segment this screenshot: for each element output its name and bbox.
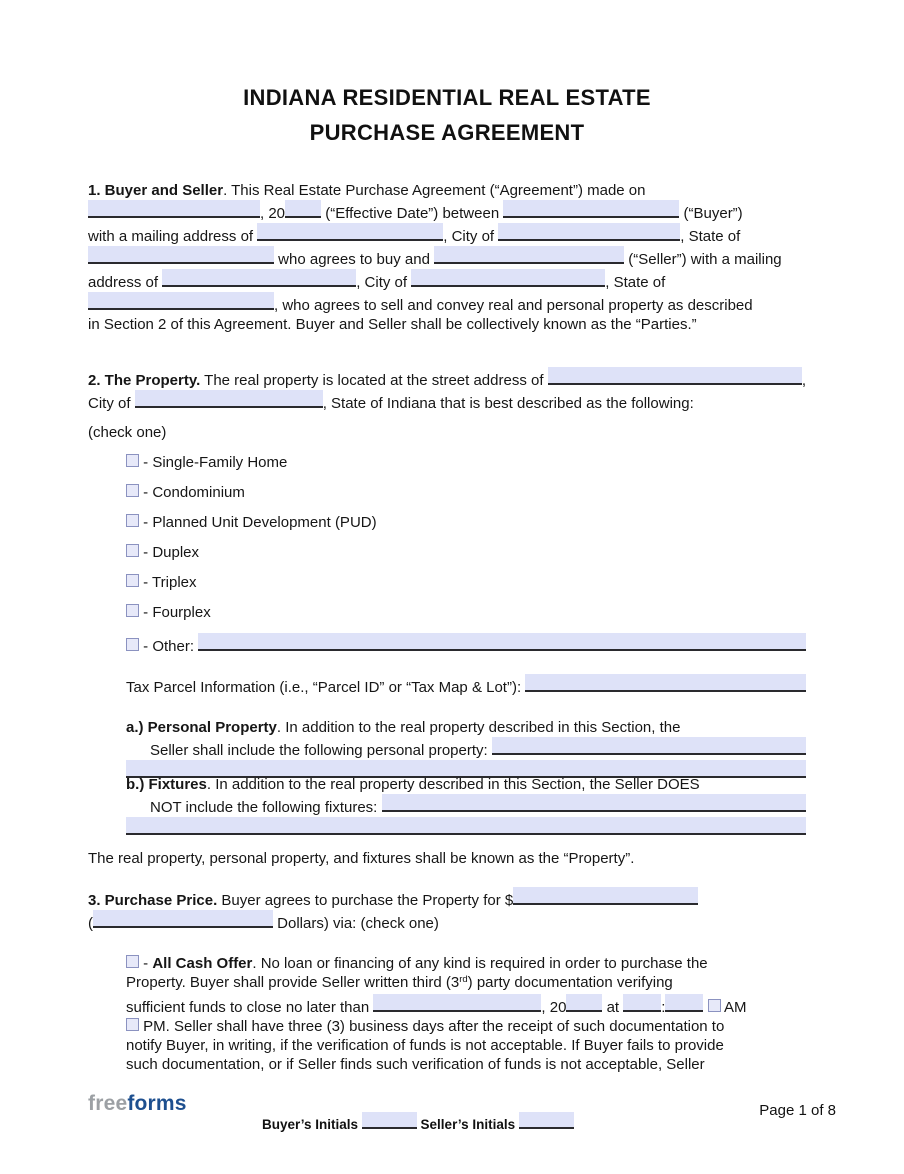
text-segment: notify Buyer, in writing, if the verification of funds is not acceptable. If Buyer fails to provide xyxy=(126,1037,724,1054)
text-segment: , who agrees to sell and convey real and personal property as described xyxy=(274,297,753,314)
text-segment: (“Seller”) with a mailing xyxy=(624,251,782,268)
superscript-text: rd xyxy=(459,974,468,985)
text-line xyxy=(88,269,806,292)
tax-parcel-field[interactable] xyxy=(525,674,806,692)
text-line xyxy=(88,817,806,831)
seller-city-field[interactable] xyxy=(411,269,605,287)
text-segment: Tax Parcel Information (i.e., “Parcel ID” or “Tax Map & Lot”): xyxy=(126,679,526,696)
text-segment: The real property is located at the street address of xyxy=(200,372,548,389)
text-segment: , State of Indiana that is best described as the following: xyxy=(322,395,694,412)
text-segment: - xyxy=(139,955,153,972)
all-cash-offer-checkbox[interactable] xyxy=(126,955,139,968)
text-line xyxy=(88,513,806,532)
text-line xyxy=(88,760,806,774)
text-segment: . This Real Estate Purchase Agreement (“Agreement”) made on xyxy=(223,182,646,199)
pm-checkbox[interactable] xyxy=(126,1018,139,1031)
bold-text-segment: b.) Fixtures xyxy=(126,776,207,793)
text-line xyxy=(88,794,806,817)
text-segment: - Planned Unit Development (PUD) xyxy=(139,514,377,531)
text-segment: AM xyxy=(720,999,747,1016)
document-content xyxy=(88,0,806,1074)
text-segment: who agrees to buy and xyxy=(274,251,435,268)
funds-deadline-minute-field[interactable] xyxy=(665,994,703,1012)
text-line xyxy=(88,367,806,390)
logo-word-free: free xyxy=(88,1092,128,1115)
text-segment: . In addition to the real property described in this Section, the Seller DOES xyxy=(206,776,700,793)
single-family-home-checkbox[interactable] xyxy=(126,454,139,467)
text-line xyxy=(88,181,806,200)
text-line xyxy=(88,775,806,794)
text-line xyxy=(88,674,806,697)
buyer-mailing-address-field[interactable] xyxy=(257,223,443,241)
subsection-a-personal-property xyxy=(88,718,806,774)
excluded-fixtures-field-line-2[interactable] xyxy=(126,817,806,835)
seller-name-field[interactable] xyxy=(434,246,624,264)
text-line xyxy=(88,994,806,1017)
text-segment: ) party documentation verifying xyxy=(467,974,673,991)
text-segment: (check one) xyxy=(88,424,167,441)
bold-text-segment: a.) Personal Property xyxy=(126,719,277,736)
text-line xyxy=(88,737,806,760)
text-line xyxy=(88,315,806,334)
text-segment: - Single-Family Home xyxy=(139,454,288,471)
text-segment: Dollars) via: (check one) xyxy=(273,915,439,932)
bold-text-segment: 2. The Property. xyxy=(88,372,201,389)
text-line xyxy=(88,603,806,622)
tax-parcel-information xyxy=(88,674,806,697)
sellers-initials-field[interactable] xyxy=(519,1112,574,1129)
text-line xyxy=(88,1017,806,1036)
am-checkbox[interactable] xyxy=(708,999,721,1012)
text-segment: (“Effective Date”) between xyxy=(321,205,504,222)
property-definition xyxy=(88,849,806,868)
effective-year-field[interactable] xyxy=(285,200,321,218)
buyer-name-field[interactable] xyxy=(503,200,679,218)
document-body xyxy=(88,181,806,1074)
text-segment: Property. Buyer shall provide Seller written third (3 xyxy=(126,974,460,991)
text-line xyxy=(88,423,806,442)
seller-state-field[interactable] xyxy=(88,292,274,310)
funds-deadline-hour-field[interactable] xyxy=(623,994,661,1012)
text-line xyxy=(88,633,806,656)
bold-text-segment: 3. Purchase Price. xyxy=(88,892,218,909)
buyer-state-field[interactable] xyxy=(88,246,274,264)
buyers-initials-field[interactable] xyxy=(362,1112,417,1129)
text-segment: sufficient funds to close no later than xyxy=(126,999,374,1016)
purchase-price-words-field[interactable] xyxy=(93,910,273,928)
text-line xyxy=(88,453,806,472)
triplex-checkbox[interactable] xyxy=(126,574,139,587)
planned-unit-development-checkbox[interactable] xyxy=(126,514,139,527)
section-1-buyer-and-seller xyxy=(88,181,806,334)
logo-word-forms: forms xyxy=(127,1092,187,1115)
text-segment: . In addition to the real property described in this Section, the xyxy=(276,719,681,736)
text-segment: , City of xyxy=(443,228,499,245)
title-line-2: PURCHASE AGREEMENT xyxy=(309,120,585,145)
all-cash-offer-option xyxy=(88,954,806,1074)
text-segment: The real property, personal property, and fixtures shall be known as the “Property”. xyxy=(88,850,635,867)
sellers-initials-label: Seller’s Initials xyxy=(416,1117,519,1132)
text-line xyxy=(88,1055,806,1074)
other-checkbox[interactable] xyxy=(126,638,139,651)
funds-deadline-date-field[interactable] xyxy=(373,994,541,1012)
text-line xyxy=(88,973,806,994)
text-line xyxy=(88,910,806,933)
text-segment: in Section 2 of this Agreement. Buyer and Seller shall be collectively known as the “Parties.” xyxy=(88,316,697,333)
effective-date-field[interactable] xyxy=(88,200,260,218)
text-line xyxy=(88,1036,806,1055)
text-line xyxy=(88,483,806,502)
section-2-the-property xyxy=(88,367,806,413)
text-segment: : xyxy=(661,999,666,1016)
property-city-field[interactable] xyxy=(135,390,323,408)
text-segment: with a mailing address of xyxy=(88,228,258,245)
text-segment: (“Buyer”) xyxy=(679,205,743,222)
text-segment: PM. Seller shall have three (3) business days after the receipt of such documentation to xyxy=(139,1018,725,1035)
text-line xyxy=(88,718,806,737)
text-segment: NOT include the following fixtures: xyxy=(150,799,382,816)
text-segment: , 20 xyxy=(541,999,567,1016)
title-line-1: INDIANA RESIDENTIAL REAL ESTATE xyxy=(243,85,651,110)
document-title xyxy=(88,80,806,150)
seller-mailing-address-field[interactable] xyxy=(162,269,356,287)
text-segment: . No loan or financing of any kind is required in order to purchase the xyxy=(252,955,708,972)
text-segment: - Triplex xyxy=(139,574,197,591)
excluded-fixtures-field[interactable] xyxy=(382,794,807,812)
text-segment: City of xyxy=(88,395,135,412)
purchase-price-number-field[interactable] xyxy=(513,887,698,905)
text-segment: ( xyxy=(88,915,93,932)
text-line xyxy=(88,223,806,246)
buyer-city-field[interactable] xyxy=(498,223,680,241)
text-segment: , City of xyxy=(356,274,412,291)
personal-property-field[interactable] xyxy=(492,737,806,755)
bold-text-segment: All Cash Offer xyxy=(152,955,253,972)
page-number: Page 1 of 8 xyxy=(759,1102,836,1119)
text-segment: , xyxy=(801,372,806,389)
condominium-checkbox[interactable] xyxy=(126,484,139,497)
bold-text-segment: 1. Buyer and Seller xyxy=(88,182,224,199)
text-segment: Buyer agrees to purchase the Property for $ xyxy=(217,892,514,909)
text-line xyxy=(88,573,806,592)
text-segment: address of xyxy=(88,274,163,291)
street-address-field[interactable] xyxy=(548,367,802,385)
text-segment: , State of xyxy=(605,274,666,291)
text-segment: - Fourplex xyxy=(139,604,211,621)
property-type-options xyxy=(88,453,806,656)
initials-row xyxy=(262,1112,574,1132)
duplex-checkbox[interactable] xyxy=(126,544,139,557)
text-segment: such documentation, or if Seller finds such verification of funds is not acceptable, Seller xyxy=(126,1056,705,1073)
text-line xyxy=(88,246,806,269)
text-line xyxy=(88,292,806,315)
text-segment: , State of xyxy=(680,228,741,245)
fourplex-checkbox[interactable] xyxy=(126,604,139,617)
freeforms-logo xyxy=(88,1092,187,1116)
funds-deadline-year-field[interactable] xyxy=(566,994,602,1012)
buyers-initials-label: Buyer’s Initials xyxy=(262,1117,362,1132)
text-segment: , 20 xyxy=(260,205,286,222)
other-description-field[interactable] xyxy=(198,633,806,651)
text-segment: - Duplex xyxy=(139,544,200,561)
text-line xyxy=(88,200,806,223)
text-line xyxy=(88,543,806,562)
section-3-purchase-price xyxy=(88,887,806,933)
text-line xyxy=(88,887,806,910)
text-segment: Seller shall include the following personal property: xyxy=(150,742,492,759)
subsection-b-fixtures xyxy=(88,775,806,831)
text-line xyxy=(88,954,806,973)
text-line xyxy=(88,390,806,413)
text-line xyxy=(88,849,806,868)
check-one-note xyxy=(88,423,806,442)
text-segment: - Condominium xyxy=(139,484,245,501)
text-segment: at xyxy=(602,999,624,1016)
text-segment: - Other: xyxy=(139,638,199,655)
